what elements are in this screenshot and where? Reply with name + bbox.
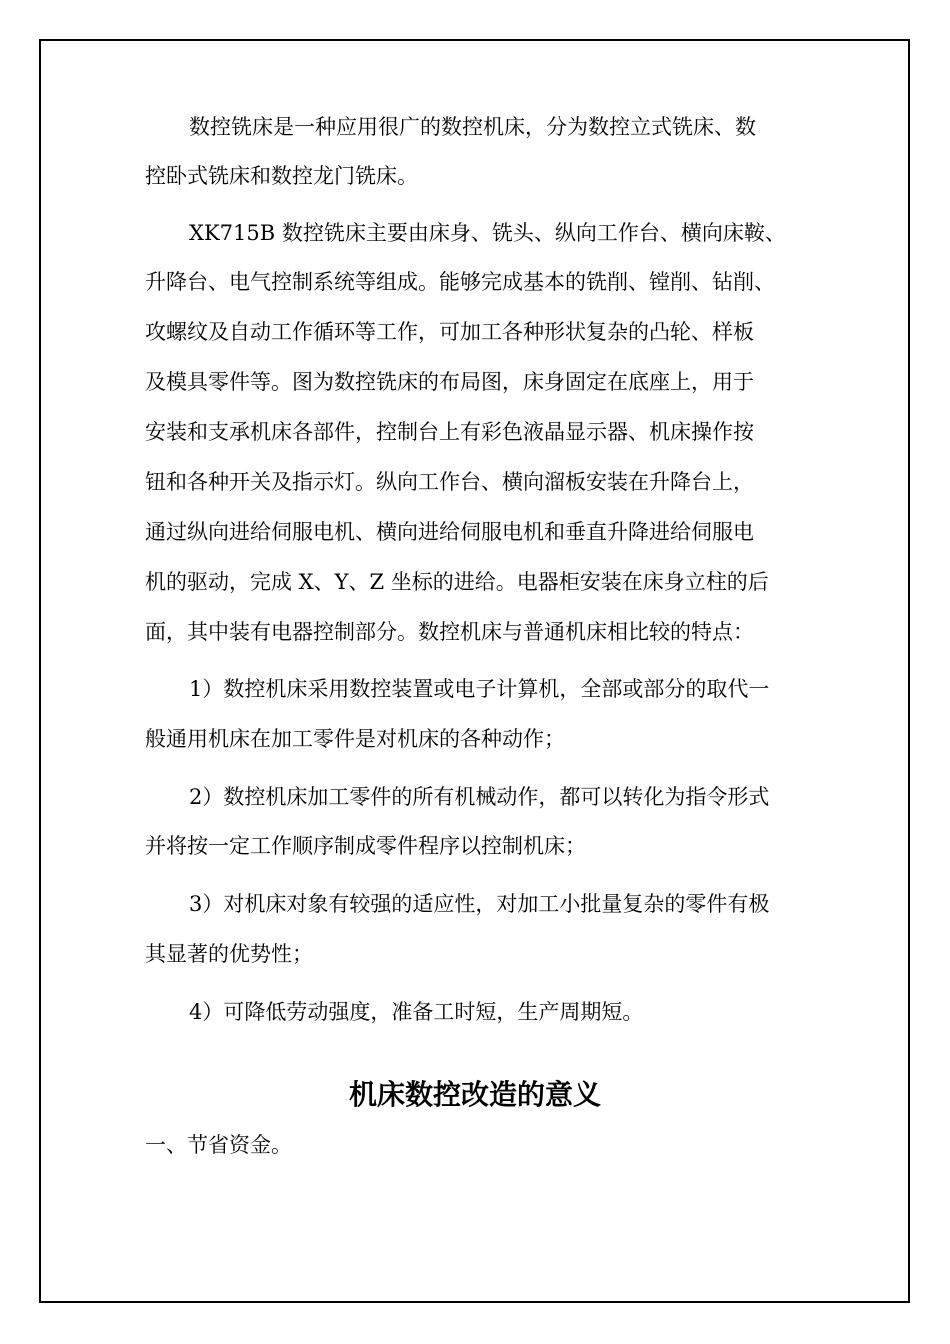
list-item-line: 1）数控机床采用数控装置或电子计算机，全部或部分的取代一 <box>189 677 770 701</box>
paragraph-line: 面，其中装有电器控制部分。数控机床与普通机床相比较的特点： <box>145 620 754 644</box>
paragraph-line: 及模具零件等。图为数控铣床的布局图，床身固定在底座上，用于 <box>145 370 754 394</box>
list-item-line: 般通用机床在加工零件是对机床的各种动作； <box>145 727 565 751</box>
paragraph-line: 升降台、电气控制系统等组成。能够完成基本的铣削、镗削、钻削、 <box>145 270 775 294</box>
list-item-line: 其显著的优势性； <box>145 942 313 966</box>
paragraph-line: 通过纵向进给伺服电机、横向进给伺服电机和垂直升降进给伺服电 <box>145 520 754 544</box>
paragraph-line: 控卧式铣床和数控龙门铣床。 <box>145 164 418 188</box>
list-item-line: 并将按一定工作顺序制成零件程序以控制机床； <box>145 834 586 858</box>
paragraph-line: 钮和各种开关及指示灯。纵向工作台、横向溜板安装在升降台上， <box>145 470 754 494</box>
list-item-line: 2）数控机床加工零件的所有机械动作，都可以转化为指令形式 <box>189 785 770 809</box>
paragraph-line: XK715B 数控铣床主要由床身、铣头、纵向工作台、横向床鞍、 <box>189 221 786 245</box>
list-item-line: 3）对机床对象有较强的适应性，对加工小批量复杂的零件有极 <box>189 892 770 916</box>
paragraph-line: 数控铣床是一种应用很广的数控机床，分为数控立式铣床、数 <box>189 115 756 139</box>
subsection-title: 一、节省资金。 <box>145 1133 292 1157</box>
paragraph-line: 机的驱动，完成 X、Y、Z 坐标的进给。电器柜安装在床身立柱的后 <box>145 570 769 594</box>
list-item-line: 4）可降低劳动强度，准备工时短，生产周期短。 <box>189 1000 644 1024</box>
paragraph-line: 攻螺纹及自动工作循环等工作，可加工各种形状复杂的凸轮、样板 <box>145 320 754 344</box>
paragraph-line: 安装和支承机床各部件，控制台上有彩色液晶显示器、机床操作按 <box>145 420 754 444</box>
section-heading: 机床数控改造的意义 <box>348 1078 601 1111</box>
